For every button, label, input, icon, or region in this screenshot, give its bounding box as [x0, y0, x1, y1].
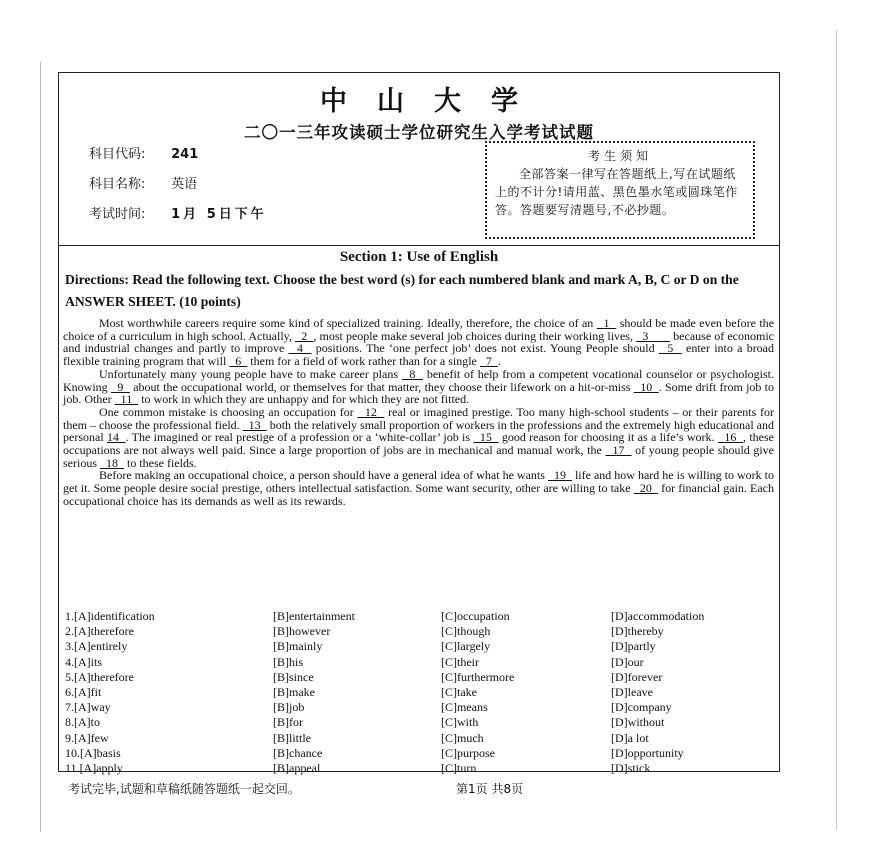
blank-number: 11 — [114, 392, 139, 407]
option-letter: [D] — [611, 684, 628, 699]
option-letter: [D] — [611, 609, 628, 623]
option-letter: [B] — [273, 715, 289, 730]
option-a — [65, 670, 273, 685]
option-letter: [B] — [273, 669, 289, 684]
blank-number: 3 — [636, 328, 671, 343]
subject-name-row — [89, 173, 197, 192]
option-b — [273, 624, 441, 639]
passage-text: life and how hard he is willing to work to get it. Some people desire social prestige, others intellectual satisfaction. Some want security, other are willing to take — [63, 468, 775, 496]
option-text: furthermore — [457, 669, 515, 684]
passage-text: , these occupations are not always well paid. Since a large proportion of jobs are in mechanical and manual work, the — [63, 430, 774, 458]
exam-paper — [58, 72, 780, 775]
blank-number: 6 — [229, 354, 248, 369]
passage-text: to work in which they are unhappy and for which they are not fitted. — [138, 392, 470, 407]
option-text: appeal — [289, 760, 321, 775]
option-letter: [B] — [273, 654, 289, 669]
passage-text: One common mistake is choosing an occupation for — [99, 404, 358, 419]
option-letter: [A] — [74, 624, 91, 639]
passage-paragraph-3 — [63, 406, 774, 470]
question-row — [65, 700, 775, 715]
passage-text: both the relatively small proportion of workers in the professions and the extremely high educational and personal — [63, 417, 775, 445]
scan-edge-line — [836, 30, 837, 830]
blank-number: 4 — [288, 341, 312, 356]
passage-text: . — [497, 354, 501, 369]
option-text: few — [90, 730, 109, 745]
option-a — [65, 700, 273, 715]
option-text: though — [457, 624, 491, 639]
examinee-notice-box — [485, 141, 755, 239]
option-text: company — [627, 700, 672, 715]
passage-text: for financial gain. Each occupational choice has its demands as well as its rewards. — [63, 481, 774, 508]
question-number: 10. — [65, 745, 80, 760]
option-letter: [D] — [611, 624, 628, 639]
option-text: their — [457, 654, 479, 669]
option-letter: [A] — [74, 639, 91, 654]
option-text: fit — [90, 684, 102, 699]
option-letter: [A] — [74, 730, 91, 745]
option-c — [441, 715, 611, 730]
option-c — [441, 761, 611, 776]
option-text: to — [90, 715, 101, 730]
option-d — [611, 761, 771, 776]
passage-paragraph-1 — [63, 317, 774, 368]
option-b — [273, 655, 441, 670]
option-letter: [C] — [441, 760, 457, 775]
option-text: however — [289, 624, 331, 639]
passage-text: should be made even before the choice of a curriculum in high school. Actually, — [63, 316, 775, 343]
option-letter: [C] — [441, 684, 457, 699]
option-text: occupation — [457, 609, 510, 623]
option-text: with — [457, 715, 479, 730]
option-a — [65, 655, 273, 670]
option-text: basis — [96, 745, 121, 760]
option-c — [441, 746, 611, 761]
option-b — [273, 731, 441, 746]
option-letter: [B] — [273, 639, 289, 654]
option-text: therefore — [90, 669, 134, 684]
option-text: way — [90, 700, 111, 715]
option-letter: [A] — [74, 684, 91, 699]
option-text: our — [627, 654, 644, 669]
question-number: 5. — [65, 669, 74, 684]
question-number: 11. — [65, 760, 80, 775]
option-text: apply — [96, 760, 123, 775]
subject-name-label: 科目名称: — [89, 177, 146, 192]
option-d — [611, 655, 771, 670]
question-number: 6. — [65, 684, 74, 699]
question-number: 4. — [65, 654, 74, 669]
option-letter: [B] — [273, 700, 289, 715]
option-text: a lot — [627, 730, 649, 745]
passage-text: benefit of help from a competent vocational counselor or psychologist. Knowing — [63, 366, 775, 394]
option-letter: [D] — [611, 745, 628, 760]
option-text: turn — [457, 760, 477, 775]
option-letter: [B] — [273, 624, 289, 639]
blank-number: 1 — [596, 316, 617, 330]
blank-number: 13 — [242, 417, 267, 432]
option-d — [611, 715, 771, 730]
option-b — [273, 715, 441, 730]
option-text: stick — [627, 760, 651, 775]
passage-text: good reason for choosing it as a life’s work. — [498, 430, 718, 445]
option-text: mainly — [289, 639, 323, 654]
exam-title: 二〇一三年攻读硕士学位研究生入学考试试题 — [244, 123, 594, 142]
option-d — [611, 639, 771, 654]
passage-paragraph-4 — [63, 469, 774, 507]
exam-time-label: 考试时间: — [89, 207, 146, 222]
notice-title: 考生须知 — [587, 149, 652, 163]
option-c — [441, 609, 611, 624]
blank-number: 14 — [106, 430, 126, 445]
option-c — [441, 731, 611, 746]
passage-text: . The imagined or real prestige of a profession or a ‘white-collar’ job is — [125, 430, 474, 445]
option-letter: [B] — [273, 730, 289, 745]
passage-text: of young people should give serious — [63, 443, 775, 470]
option-text: opportunity — [627, 745, 684, 760]
blank-number: 17 — [605, 443, 632, 458]
blank-number: 5 — [658, 341, 682, 356]
option-letter: [A] — [74, 669, 91, 684]
cloze-passage — [63, 317, 774, 508]
option-a — [65, 609, 273, 624]
option-letter: [A] — [74, 700, 91, 715]
option-text: chance — [289, 745, 323, 760]
exam-time-row — [89, 203, 267, 222]
option-a — [65, 731, 273, 746]
question-row — [65, 655, 775, 670]
option-text: its — [90, 654, 103, 669]
option-text: make — [289, 684, 315, 699]
question-row — [65, 639, 775, 654]
option-text: for — [289, 715, 303, 730]
option-letter: [A] — [80, 745, 97, 760]
option-text: partly — [627, 639, 656, 654]
option-a — [65, 715, 273, 730]
option-a — [65, 639, 273, 654]
option-text: his — [289, 654, 304, 669]
question-row — [65, 609, 775, 624]
option-text: little — [289, 730, 311, 745]
option-d — [611, 624, 771, 639]
passage-text: real or imagined prestige. Too many high-school students – or their parents for them – choose the professional field. — [63, 404, 775, 432]
footer-note: 考试完毕,试题和草稿纸随答题纸一起交回。 — [68, 782, 300, 796]
option-b — [273, 639, 441, 654]
directions-text: Directions: Read the following text. Choose the best word (s) for each numbered blank and mark A, B, C or D on the ANSWER SHEET. (10 points) — [65, 272, 739, 309]
blank-number: 10 — [633, 379, 659, 394]
question-row — [65, 715, 775, 730]
passage-paragraph-2 — [63, 368, 774, 406]
question-number: 8. — [65, 715, 74, 730]
option-c — [441, 624, 611, 639]
question-number: 9. — [65, 730, 74, 745]
question-number: 3. — [65, 639, 74, 654]
option-a — [65, 624, 273, 639]
question-row — [65, 624, 775, 639]
option-letter: [B] — [273, 745, 289, 760]
blank-number: 19 — [547, 468, 572, 483]
passage-text: about the occupational world, or themselves for that matter, they choose their lifework on a hit-or-miss — [129, 379, 634, 394]
blank-number: 8 — [401, 366, 424, 381]
option-letter: [C] — [441, 624, 457, 639]
question-number: 2. — [65, 624, 74, 639]
subject-code-row — [89, 143, 198, 162]
passage-text: Before making an occupational choice, a person should have a general idea of what he wants — [99, 468, 548, 483]
option-letter: [B] — [273, 760, 289, 775]
question-number: 7. — [65, 700, 74, 715]
option-c — [441, 655, 611, 670]
passage-text: enter into a broad flexible training program that will — [63, 341, 775, 369]
answer-options-list — [65, 609, 775, 776]
option-letter: [D] — [611, 654, 628, 669]
option-text: take — [457, 684, 477, 699]
option-b — [273, 685, 441, 700]
blank-number: 16 — [717, 430, 744, 445]
passage-text: to these fields. — [124, 455, 197, 470]
option-letter: [D] — [611, 715, 628, 730]
option-text: accommodation — [627, 609, 705, 623]
option-d — [611, 746, 771, 761]
option-text: largely — [457, 639, 491, 654]
question-row — [65, 685, 775, 700]
notice-body: 全部答案一律写在答题纸上,写在试题纸上的不计分!请用蓝、黑色墨水笔或圆珠笔作答。答题要写清题号,不必抄题。 — [495, 167, 738, 217]
option-b — [273, 746, 441, 761]
university-name: 中山大学 — [320, 86, 548, 117]
passage-text: them for a field of work rather than for a single — [247, 354, 480, 369]
question-number: 1. — [65, 609, 74, 623]
option-text: entirely — [90, 639, 128, 654]
section-title: Section 1: Use of English — [339, 249, 499, 265]
option-letter: [D] — [611, 730, 628, 745]
option-text: forever — [627, 669, 663, 684]
question-row — [65, 746, 775, 761]
option-text: identification — [90, 609, 155, 623]
blank-number: 18 — [100, 455, 124, 470]
option-letter: [B] — [273, 684, 289, 699]
blank-number: 12 — [357, 404, 385, 419]
blank-number: 20 — [633, 481, 659, 496]
option-text: without — [627, 715, 665, 730]
option-a — [65, 746, 273, 761]
blank-number: 7 — [479, 354, 498, 369]
subject-code-label: 科目代码: — [89, 147, 146, 162]
option-letter: [D] — [611, 669, 628, 684]
option-text: entertainment — [289, 609, 355, 623]
option-a — [65, 761, 273, 776]
option-letter: [A] — [74, 609, 91, 623]
blank-number: 15 — [473, 430, 499, 445]
option-letter: [D] — [611, 700, 628, 715]
passage-text: Most worthwhile careers require some kind of specialized training. Ideally, therefore, the choice of an — [99, 316, 597, 330]
option-letter: [C] — [441, 700, 457, 715]
option-text: much — [457, 730, 484, 745]
question-row — [65, 670, 775, 685]
subject-name-value: 英语 — [171, 177, 198, 192]
passage-text: , most people make several job choices during their working lives, — [313, 328, 637, 343]
option-text: since — [289, 669, 314, 684]
option-d — [611, 670, 771, 685]
option-b — [273, 609, 441, 624]
option-d — [611, 700, 771, 715]
passage-text: positions. The ‘one perfect job’ does not exist. Young People should — [311, 341, 659, 356]
option-letter: [C] — [441, 715, 457, 730]
option-text: job — [289, 700, 305, 715]
option-text: purpose — [457, 745, 495, 760]
question-row — [65, 731, 775, 746]
option-d — [611, 685, 771, 700]
subject-code-value: 241 — [171, 147, 199, 162]
option-text: therefore — [90, 624, 134, 639]
passage-text: . Some drift from job to job. Other — [63, 379, 774, 407]
option-letter: [D] — [611, 760, 628, 775]
exam-time-value: 1月 5日下午 — [171, 207, 267, 222]
option-text: thereby — [627, 624, 664, 639]
option-letter: [C] — [441, 730, 457, 745]
option-letter: [C] — [441, 745, 457, 760]
option-d — [611, 731, 771, 746]
blank-number: 9 — [110, 379, 130, 394]
option-letter: [A] — [79, 760, 97, 775]
option-b — [273, 700, 441, 715]
option-c — [441, 670, 611, 685]
option-letter: [C] — [441, 639, 457, 654]
option-c — [441, 700, 611, 715]
blank-number: 2 — [294, 328, 314, 343]
option-b — [273, 761, 441, 776]
option-text: leave — [627, 684, 653, 699]
question-row — [65, 761, 775, 776]
option-letter: [D] — [611, 639, 628, 654]
passage-text: Unfortunately many young people have to make career plans — [99, 366, 402, 381]
passage-text: because of economic and industrial changes and partly to improve — [63, 328, 775, 356]
option-c — [441, 639, 611, 654]
page-number: 第1页 共8页 — [456, 782, 524, 796]
option-letter: [A] — [74, 715, 91, 730]
option-letter: [A] — [74, 654, 91, 669]
option-b — [273, 670, 441, 685]
scan-edge-line — [40, 62, 41, 832]
option-text: means — [457, 700, 488, 715]
header-divider — [59, 245, 779, 246]
option-letter: [C] — [441, 669, 457, 684]
option-a — [65, 685, 273, 700]
option-letter: [C] — [441, 654, 457, 669]
option-letter: [B] — [273, 609, 289, 623]
option-letter: [C] — [441, 609, 457, 623]
option-c — [441, 685, 611, 700]
option-d — [611, 609, 771, 624]
